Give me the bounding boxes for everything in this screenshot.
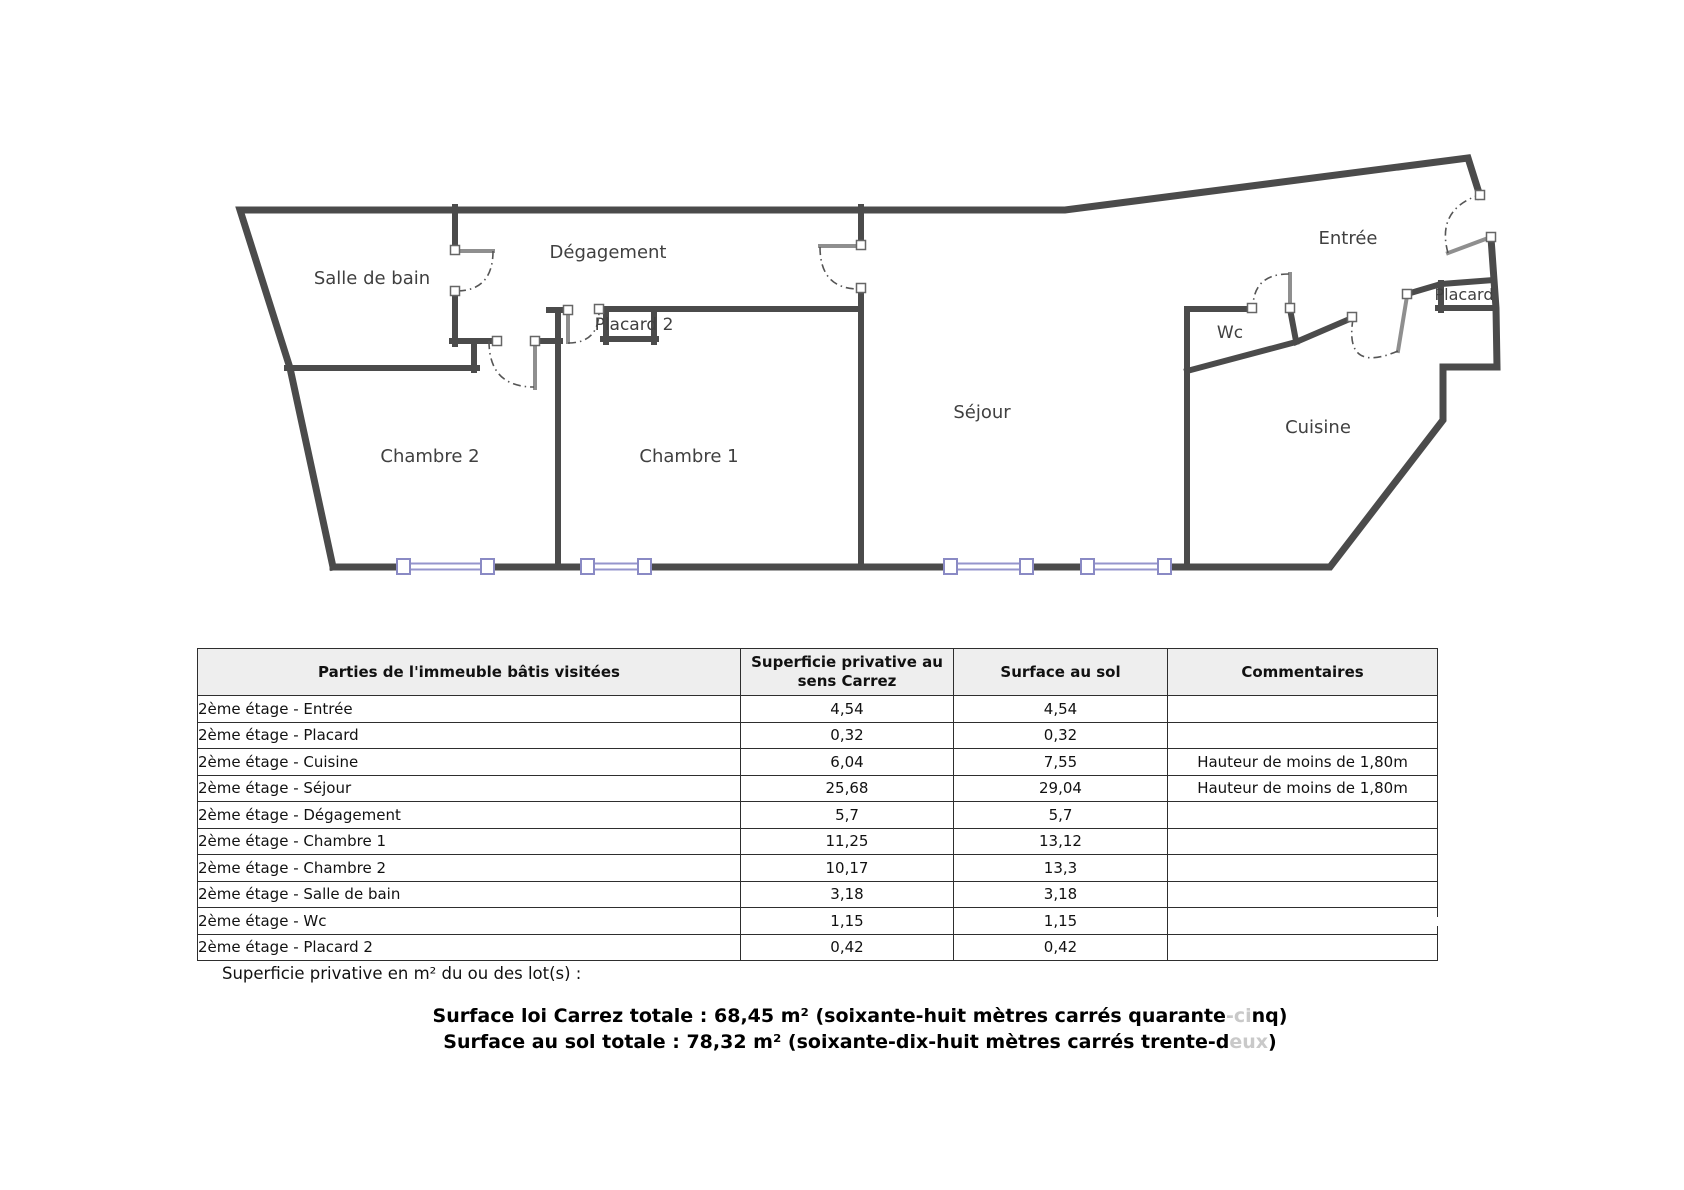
cell-comment: [1168, 696, 1438, 723]
outer-walls: [240, 158, 1497, 567]
table-row: [198, 749, 1438, 776]
cell-carrez: 25,68: [741, 775, 954, 802]
table-row: [198, 855, 1438, 882]
room-label-salle-de-bain: Salle de bain: [313, 268, 431, 289]
window: [581, 559, 651, 574]
cell-part: 2ème étage - Placard: [198, 722, 741, 749]
room-label-placard: Placard: [1434, 285, 1494, 304]
lot-surface-note: Superficie privative en m² du ou des lot(s) :: [222, 964, 582, 983]
window: [944, 559, 1033, 574]
cell-sol: 7,55: [954, 749, 1168, 776]
cell-carrez: 5,7: [741, 802, 954, 829]
cell-carrez: 3,18: [741, 881, 954, 908]
table-header-row: [198, 649, 1438, 696]
sol-total-faded-part: eux: [1229, 1031, 1269, 1053]
cell-comment: [1168, 855, 1438, 882]
room-label-placard-2: Placard 2: [594, 315, 674, 335]
watermark-patch: [1263, 917, 1310, 926]
room-label-cuisine: Cuisine: [1285, 417, 1351, 438]
cell-sol: 29,04: [954, 775, 1168, 802]
watermark-patch: [1398, 943, 1437, 952]
interior-walls: [287, 207, 1496, 567]
table-row: [198, 881, 1438, 908]
header-parties: Parties de l'immeuble bâtis visitées: [198, 649, 741, 696]
room-label-chambre-2: Chambre 2: [380, 446, 480, 467]
cell-part: 2ème étage - Wc: [198, 908, 741, 935]
room-label-degagement: Dégagement: [549, 242, 667, 263]
carrez-total-faded-part: -ci: [1225, 1005, 1252, 1027]
cell-carrez: 10,17: [741, 855, 954, 882]
cell-carrez: 0,42: [741, 934, 954, 961]
table-row: [198, 722, 1438, 749]
cell-sol: 4,54: [954, 696, 1168, 723]
cell-part: 2ème étage - Entrée: [198, 696, 741, 723]
cell-part: 2ème étage - Placard 2: [198, 934, 741, 961]
table-row: [198, 802, 1438, 829]
watermark-patch: [1373, 917, 1440, 926]
cell-sol: 13,12: [954, 828, 1168, 855]
room-label-chambre-1: Chambre 1: [639, 446, 739, 467]
cell-part: 2ème étage - Séjour: [198, 775, 741, 802]
cell-part: 2ème étage - Cuisine: [198, 749, 741, 776]
header-commentaires: Commentaires: [1168, 649, 1438, 696]
surface-totals: [180, 1003, 1540, 1055]
header-surface-sol: Surface au sol: [954, 649, 1168, 696]
sol-total-line: Surface au sol totale : 78,32 m² (soixante-dix-huit mètres carrés trente-deux): [443, 1031, 1277, 1053]
cell-sol: 5,7: [954, 802, 1168, 829]
header-superficie-carrez: Superficie privative au sens Carrez: [741, 649, 954, 696]
table-row: [198, 828, 1438, 855]
table-row: [198, 696, 1438, 723]
cell-comment: [1168, 722, 1438, 749]
measurement-table: [197, 648, 1438, 961]
cell-carrez: 11,25: [741, 828, 954, 855]
table-row: [198, 934, 1438, 961]
cell-part: 2ème étage - Dégagement: [198, 802, 741, 829]
cell-part: 2ème étage - Salle de bain: [198, 881, 741, 908]
cell-comment: [1168, 934, 1438, 961]
watermark-patch: [1350, 943, 1365, 952]
cell-comment: [1168, 881, 1438, 908]
cell-carrez: 1,15: [741, 908, 954, 935]
cell-part: 2ème étage - Chambre 2: [198, 855, 741, 882]
room-label-entree: Entrée: [1318, 228, 1378, 249]
table-row: [198, 775, 1438, 802]
cell-sol: 0,42: [954, 934, 1168, 961]
window: [397, 559, 494, 574]
cell-sol: 1,15: [954, 908, 1168, 935]
cell-carrez: 0,32: [741, 722, 954, 749]
cell-comment: [1168, 802, 1438, 829]
window: [1081, 559, 1171, 574]
cell-sol: 13,3: [954, 855, 1168, 882]
cell-comment: [1168, 828, 1438, 855]
room-label-sejour: Séjour: [953, 402, 1011, 423]
cell-sol: 0,32: [954, 722, 1168, 749]
cell-comment: Hauteur de moins de 1,80m: [1168, 775, 1438, 802]
cell-comment: Hauteur de moins de 1,80m: [1168, 749, 1438, 776]
carrez-total-line: Surface loi Carrez totale : 68,45 m² (soixante-huit mètres carrés quarante-cinq): [432, 1005, 1288, 1027]
cell-sol: 3,18: [954, 881, 1168, 908]
door-arcs: [456, 195, 1479, 387]
cell-part: 2ème étage - Chambre 1: [198, 828, 741, 855]
cell-carrez: 6,04: [741, 749, 954, 776]
cell-carrez: 4,54: [741, 696, 954, 723]
room-label-wc: Wc: [1216, 323, 1244, 343]
table-row: [198, 908, 1438, 935]
